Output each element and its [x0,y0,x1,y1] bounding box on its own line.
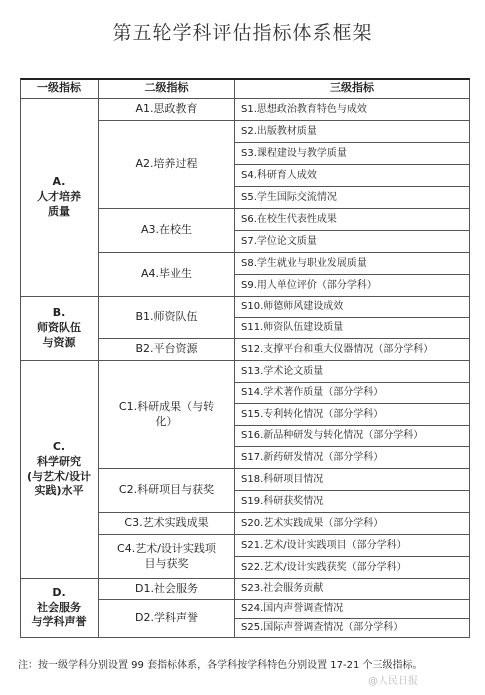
level1-d [20,579,99,638]
level1-name: 社会服务 与学科声誉 [31,600,87,629]
level3-s2: S2.出版教材质量 [235,121,470,143]
level3-s9: S9.用人单位评价（部分学科） [235,275,470,297]
level3-s24: S24.国内声誉调查情况 [235,600,470,619]
level1-code: D. [52,585,66,599]
level2-d1: D1.社会服务 [99,579,235,600]
indicator-table [20,78,470,638]
level2-b2: B2.平台资源 [99,339,235,361]
level3-s19: S19.科研获奖情况 [235,491,470,513]
level3-s3: S3.课程建设与教学质量 [235,143,470,165]
level1-code: B. [52,306,66,320]
level2-c1: C1.科研成果（与转化） [99,361,235,469]
level1-c [20,361,99,579]
level3-s18: S18.科研项目情况 [235,469,470,491]
level1-name: 科学研究 (与艺术/设计 实践)水平 [26,454,92,498]
level3-s15: S15.专利转化情况（部分学科） [235,404,470,426]
level3-s1: S1.思想政治教育特色与成效 [235,99,470,121]
header-level2: 二级指标 [99,78,235,99]
level2-c2: C2.科研项目与获奖 [99,469,235,513]
footnote: 注：按一级学科分别设置 99 套指标体系，各学科按学科特色分别设置 17-21 个三级指标。 [18,660,423,671]
level2-c4: C4.艺术/设计实践项目与获奖 [99,535,235,579]
level1-name: 人才培养 质量 [37,190,81,218]
level3-s8: S8.学生就业与职业发展质量 [235,253,470,275]
level2-c3: C3.艺术实践成果 [99,513,235,535]
level1-a [20,99,99,297]
level2-b1: B1.师资队伍 [99,297,235,339]
header-level1: 一级指标 [20,78,99,99]
level1-code: C. [52,439,66,453]
level3-s11: S11.师资队伍建设质量 [235,318,470,339]
level3-s16: S16.新品种研发与转化情况（部分学科） [235,426,470,447]
level2-a4: A4.毕业生 [99,253,235,297]
level3-s14: S14.学术著作质量（部分学科） [235,383,470,404]
level3-s25: S25.国际声誉调查情况（部分学科） [235,619,470,638]
level1-b [20,297,99,361]
level3-s22: S22.艺术/设计实践获奖（部分学科） [235,557,470,579]
level3-s20: S20.艺术实践成果（部分学科） [235,513,470,535]
level2-d2: D2.学科声誉 [99,600,235,638]
page-title: 第五轮学科评估指标体系框架 [112,22,373,44]
level3-s21: S21.艺术/设计实践项目（部分学科） [235,535,470,557]
level2-a1: A1.思政教育 [99,99,235,121]
level3-s23: S23.社会服务贡献 [235,579,470,600]
level1-code: A. [52,175,66,189]
level3-s17: S17.新药研发情况（部分学科） [235,447,470,469]
level2-a2: A2.培养过程 [99,121,235,209]
level3-s4: S4.科研育人成效 [235,165,470,187]
level2-a3: A3.在校生 [99,209,235,253]
header-level3: 三级指标 [235,78,470,99]
level3-s5: S5.学生国际交流情况 [235,187,470,209]
level3-s7: S7.学位论文质量 [235,231,470,253]
level3-s6: S6.在校生代表性成果 [235,209,470,231]
level3-s10: S10.师德师风建设成效 [235,297,470,318]
level3-s12: S12.支撑平台和重大仪器情况（部分学科） [235,339,470,361]
watermark: @人民日报 [368,676,418,687]
level1-name: 师资队伍 与资源 [37,321,81,349]
level3-s13: S13.学术论文质量 [235,361,470,383]
